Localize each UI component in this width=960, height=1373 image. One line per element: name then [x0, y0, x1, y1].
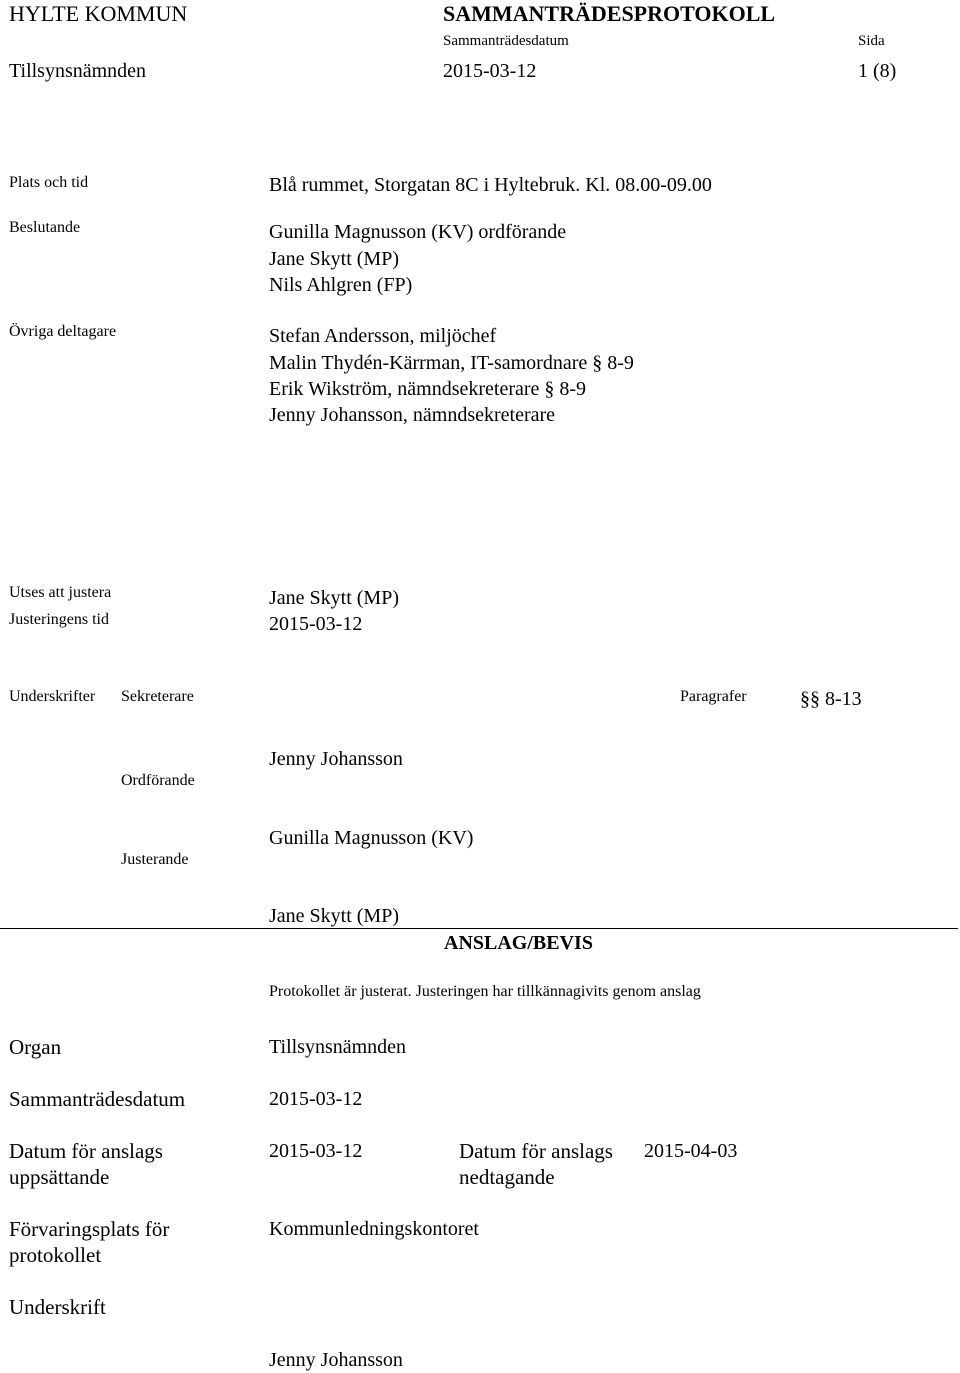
- notice-meeting-date-label: Sammanträdesdatum: [9, 1087, 186, 1111]
- notice-meeting-date-value: 2015-03-12: [269, 1088, 363, 1110]
- posted-value: 2015-03-12: [269, 1140, 363, 1162]
- notice-statement: Protokollet är justerat. Justeringen har tillkännagivits genom anslag: [269, 983, 701, 1000]
- paragraphs-label: Paragrafer: [680, 688, 747, 705]
- other-participant: Erik Wikström, nämndsekreterare § 8-9: [269, 378, 587, 400]
- secretary-name: Jenny Johansson: [269, 748, 403, 770]
- decision-member: Gunilla Magnusson (KV) ordförande: [269, 221, 567, 243]
- adjuster-name: Jane Skytt (MP): [269, 905, 399, 927]
- storage-label: protokollet: [9, 1243, 102, 1267]
- page-number: 1 (8): [858, 60, 897, 82]
- organ-label: Organ: [9, 1035, 62, 1059]
- adjuster-appointed-value: Jane Skytt (MP): [269, 587, 399, 609]
- adjuster-appointed-label: Utses att justera: [9, 584, 112, 601]
- storage-label: Förvaringsplats för: [9, 1217, 170, 1241]
- section-divider: [0, 928, 958, 929]
- other-participant: Stefan Andersson, miljöchef: [269, 325, 497, 347]
- place-label: Plats och tid: [9, 174, 89, 191]
- chair-name: Gunilla Magnusson (KV): [269, 827, 474, 849]
- organ-value: Tillsynsnämnden: [269, 1036, 407, 1058]
- removed-label: Datum för anslags: [459, 1139, 613, 1163]
- other-participant: Malin Thydén-Kärrman, IT-samordnare § 8-9: [269, 352, 634, 374]
- paragraphs-value: §§ 8-13: [800, 688, 862, 710]
- posted-label: Datum för anslags: [9, 1139, 163, 1163]
- decision-member: Nils Ahlgren (FP): [269, 274, 413, 296]
- chair-label: Ordförande: [121, 772, 195, 789]
- meeting-date-label: Sammanträdesdatum: [443, 33, 569, 49]
- other-participant: Jenny Johansson, nämndsekreterare: [269, 404, 556, 426]
- adjuster-label: Justerande: [121, 851, 189, 868]
- notice-title: ANSLAG/BEVIS: [444, 932, 593, 954]
- document-type: SAMMANTRÄDESPROTOKOLL: [443, 1, 776, 26]
- storage-value: Kommunledningskontoret: [269, 1218, 479, 1240]
- page-label: Sida: [858, 33, 885, 49]
- removed-value: 2015-04-03: [644, 1140, 738, 1162]
- others-label: Övriga deltagare: [9, 323, 117, 340]
- decision-label: Beslutande: [9, 219, 81, 236]
- posted-label: uppsättande: [9, 1165, 110, 1189]
- meeting-date: 2015-03-12: [443, 60, 537, 82]
- signature-label: Underskrift: [9, 1295, 106, 1319]
- adjustment-time-label: Justeringens tid: [9, 611, 109, 628]
- signatures-label: Underskrifter: [9, 688, 96, 705]
- removed-label: nedtagande: [459, 1165, 555, 1189]
- committee-name: Tillsynsnämnden: [9, 60, 147, 82]
- decision-member: Jane Skytt (MP): [269, 248, 399, 270]
- signature-name: Jenny Johansson: [269, 1349, 403, 1371]
- secretary-label: Sekreterare: [121, 688, 194, 705]
- adjustment-time-value: 2015-03-12: [269, 613, 363, 635]
- place-value: Blå rummet, Storgatan 8C i Hyltebruk. Kl. 08.00-09.00: [269, 174, 712, 196]
- municipality-name: HYLTE KOMMUN: [9, 1, 188, 26]
